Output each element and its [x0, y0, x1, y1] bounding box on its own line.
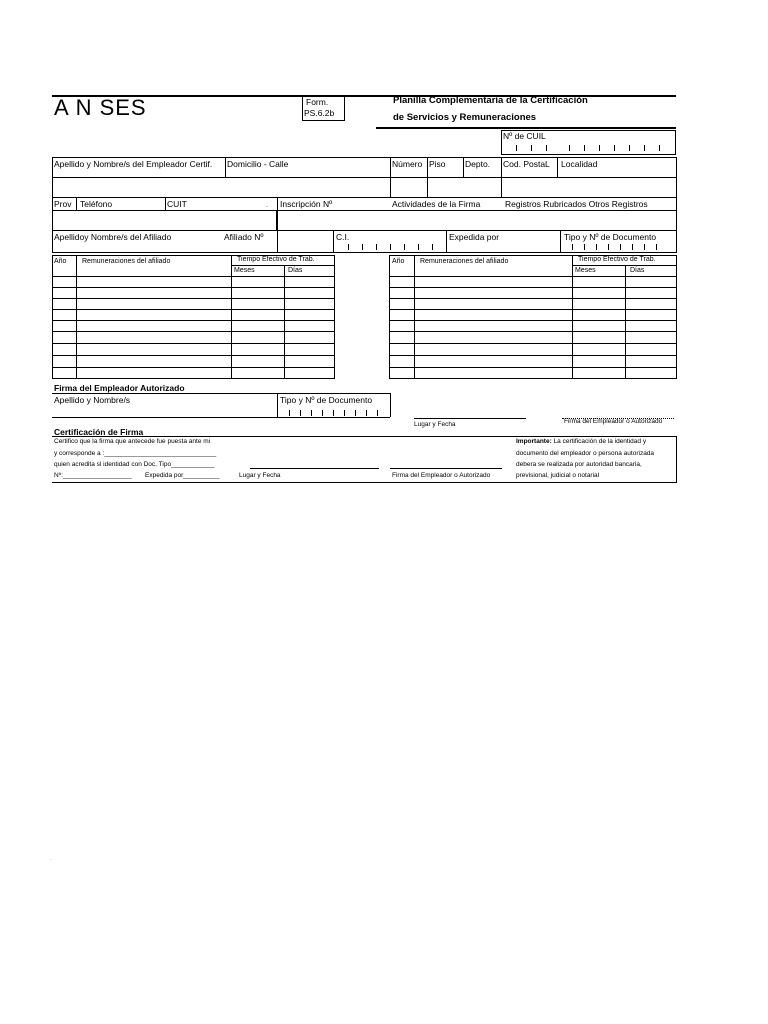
- left-months-header: Meses: [234, 267, 255, 274]
- important-note-line1: [516, 438, 646, 446]
- prov-label: Prov: [54, 199, 72, 209]
- affiliate-name-label: Apellidoy Nombre/s del Afiliado: [54, 232, 172, 242]
- employer-number-field[interactable]: [392, 180, 425, 195]
- employer-signature-label: Firma del Empleador o Autorizado: [564, 418, 663, 425]
- left-days-header: Días: [288, 267, 303, 274]
- left-effective-time-header: Tiempo Efectivo de Trab.: [237, 256, 315, 263]
- employer-address-label: Domicilio - Calle: [227, 159, 289, 169]
- cert-line4-number: Nº:___________________: [54, 472, 132, 479]
- employer-number-label: Número: [392, 159, 423, 169]
- ci-label: C.I.: [336, 232, 350, 242]
- inscription-label: Inscripción Nº: [280, 199, 333, 209]
- cert-line2: y corresponde a :_______________________________: [54, 450, 217, 457]
- cert-place-date-label: Lugar y Fecha: [239, 472, 281, 479]
- form-code: PS.6.2b: [304, 108, 335, 118]
- signature-section-title: Firma del Empleador Autorizado: [54, 383, 185, 393]
- footer-mark: .: [50, 855, 52, 862]
- affiliate-doc-label: Tipo y Nº de Documento: [564, 232, 657, 242]
- form-title-line1: Planilla Complementaria de la Certificación: [393, 95, 588, 106]
- employer-floor-dept-field[interactable]: [429, 180, 499, 195]
- phone-label: Teléfono: [80, 199, 113, 209]
- right-remuneration-header: Remuneraciones del afiliado: [420, 258, 509, 265]
- signer-name-label: Apellido y Nombre/s: [54, 395, 131, 405]
- cert-place-date-line[interactable]: [250, 468, 379, 469]
- important-note-line4: previsional, judicial o notarial: [516, 472, 600, 479]
- important-note-line2: documento del empleador o persona autorizada: [516, 450, 655, 457]
- place-date-label: Lugar y Fecha: [414, 421, 456, 428]
- inscription-activities-field[interactable]: [281, 213, 673, 228]
- employer-dept-label: Depto.: [465, 159, 491, 169]
- right-year-header: Año: [392, 258, 405, 265]
- employer-floor-label: Piso: [429, 159, 446, 169]
- cuil-label: Nº de CUIL: [503, 131, 546, 141]
- cuit-label: CUIT: [167, 199, 187, 209]
- prov-phone-cuit-field[interactable]: [54, 213, 272, 228]
- important-label: Importante:: [516, 438, 552, 445]
- affiliate-number-label: Afiliado Nº: [224, 232, 264, 242]
- employer-postal-label: Cod. PostaL: [503, 159, 550, 169]
- cert-line4-issued: Expedida por__________: [145, 472, 220, 479]
- employer-postal-locality-field[interactable]: [503, 180, 673, 195]
- right-months-header: Meses: [575, 267, 596, 274]
- left-year-header: Año: [54, 258, 67, 265]
- important-note-line3: debera se realizada por autoridad bancaria,: [516, 461, 642, 468]
- certification-title: Certificación de Firma: [54, 427, 144, 437]
- activities-label: Actividades de la Firma: [392, 199, 481, 209]
- right-days-header: Días: [630, 267, 645, 274]
- cert-employer-signature-line[interactable]: [390, 468, 502, 469]
- issued-by-label: Expedida por: [449, 232, 500, 242]
- cert-line3: quien acredita sl identidad con Doc. Tipo____________: [54, 461, 215, 468]
- place-date-line[interactable]: [414, 418, 526, 419]
- left-remuneration-header: Remuneraciones del afiliado: [82, 258, 171, 265]
- important-text-1: La certificación de la identidad y: [553, 438, 647, 445]
- employer-locality-label: Localidad: [561, 159, 598, 169]
- signer-name-field[interactable]: [54, 406, 272, 416]
- anses-logo: A N SES: [54, 95, 147, 120]
- cert-line1: Certifico que la firma que antecede fue puesta ante mi: [54, 438, 211, 445]
- employer-name-label: Apellido y Nombre/s del Empleador Certif.: [54, 159, 213, 169]
- employer-name-field[interactable]: [54, 180, 387, 195]
- form-title-line2: de Servicios y Remuneraciones: [393, 112, 537, 123]
- right-effective-time-header: Tiempo Efectivo de Trab.: [578, 256, 656, 263]
- cert-employer-signature-label: Firma del Empleador o Autorizado: [392, 472, 491, 479]
- registers-label: Registros Rubricados Otros Registros: [505, 199, 648, 209]
- signer-doc-label: Tipo y Nº de Documento: [280, 395, 373, 405]
- form-label: Form.: [306, 97, 329, 107]
